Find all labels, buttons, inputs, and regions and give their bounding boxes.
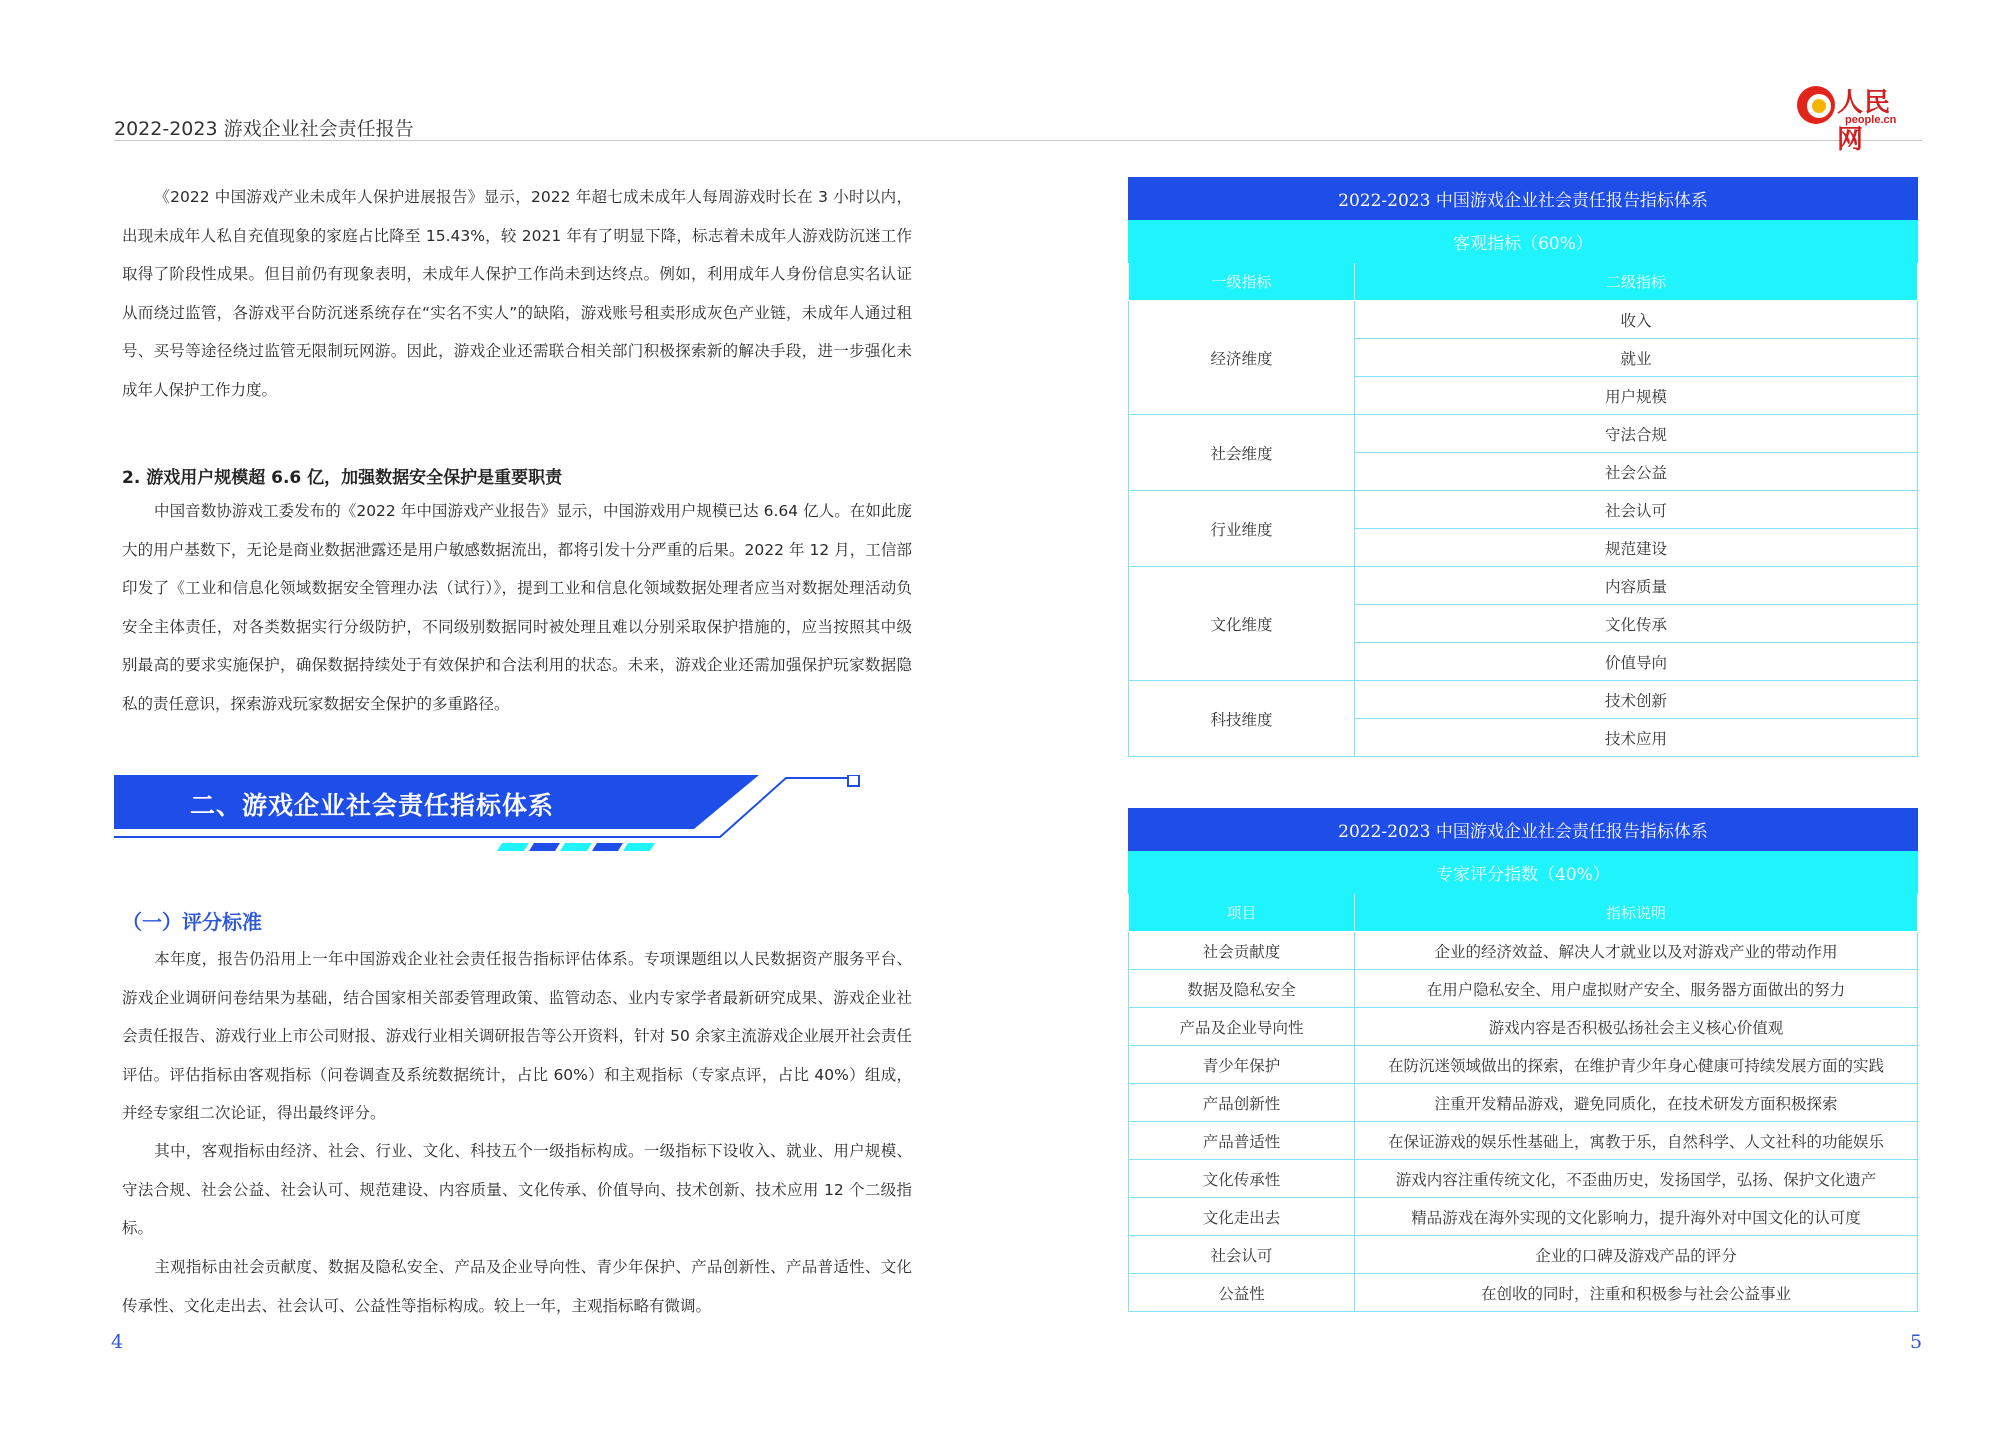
table-row-item: 文化传承性 [1129, 1160, 1355, 1198]
table-row-desc: 注重开发精品游戏，避免同质化，在技术研发方面积极探索 [1355, 1084, 1918, 1122]
paragraph-minor-protection [122, 178, 912, 409]
section-banner-title: 二、游戏企业社会责任指标体系 [190, 791, 555, 820]
paragraph-text: 本年度，报告仍沿用上一年中国游戏企业社会责任报告指标评估体系。专项课题组以人民数据资产服务平台、游戏企业调研问卷结果为基础，结合国家相关部委管理政策、监管动态、业内专家学者最新研究成果、游戏企业社会责任报告、游戏行业上市公司财报、游戏行业相关调研报告等公开资料，针对 50 余家主流游戏企业展开社会责任评估。评估指标由客观指标（问卷调查及系统数据统计，占比 60%）和主观指标（专家点评，占比 40%）组成，并经专家组二次论证，得出最终评分。 [122, 950, 912, 1122]
table-row-item: 社会认可 [1129, 1236, 1355, 1274]
level2-indicator: 社会公益 [1355, 453, 1918, 491]
table-row-desc: 游戏内容是否积极弘扬社会主义核心价值观 [1355, 1008, 1918, 1046]
level2-indicator: 文化传承 [1355, 605, 1918, 643]
level2-indicator: 技术应用 [1355, 719, 1918, 757]
subsection-title: （一）评分标准 [122, 910, 262, 934]
paragraph-text: 其中，客观指标由经济、社会、行业、文化、科技五个一级指标构成。一级指标下设收入、就业、用户规模、守法合规、社会公益、社会认可、规范建设、内容质量、文化传承、价值导向、技术创新、技术应用 12 个二级指标。 [122, 1142, 912, 1237]
level2-indicator: 社会认可 [1355, 491, 1918, 529]
level1-indicator: 文化维度 [1129, 567, 1355, 681]
table-row-desc: 企业的口碑及游戏产品的评分 [1355, 1236, 1918, 1274]
paragraph-scoring-standard [122, 940, 912, 1133]
paragraph-subjective-indicators [122, 1248, 912, 1325]
level2-indicator: 守法合规 [1355, 415, 1918, 453]
table-row-desc: 精品游戏在海外实现的文化影响力，提升海外对中国文化的认可度 [1355, 1198, 1918, 1236]
table-row-desc: 在创收的同时，注重和积极参与社会公益事业 [1355, 1274, 1918, 1312]
level2-indicator: 内容质量 [1355, 567, 1918, 605]
header-divider [114, 140, 1922, 141]
table-row-item: 社会贡献度 [1129, 932, 1355, 970]
paragraph-text: 中国音数协游戏工委发布的《2022 年中国游戏产业报告》显示，中国游戏用户规模已达 6.64 亿人。在如此庞大的用户基数下，无论是商业数据泄露还是用户敏感数据流出，都将引发十分严重的后果。2022 年 12 月，工信部印发了《工业和信息化领域数据安全管理办法（试行）》，提到工业和信息化领域数据处理者应当对数据处理活动负安全主体责任，对各类数据实行分级防护，不同级别数据同时被处理且难以分别采取保护措施的，应当按照其中级别最高的要求实施保护，确保数据持续处于有效保护和合法利用的状态。未来，游戏企业还需加强保护玩家数据隐私的责任意识，探索游戏玩家数据安全保护的多重路径。 [122, 502, 912, 713]
column-header: 一级指标 [1129, 263, 1355, 301]
level2-indicator: 技术创新 [1355, 681, 1918, 719]
table-row-item: 产品创新性 [1129, 1084, 1355, 1122]
table-row-item: 公益性 [1129, 1274, 1355, 1312]
level1-indicator: 社会维度 [1129, 415, 1355, 491]
table-row-item: 产品及企业导向性 [1129, 1008, 1355, 1046]
column-header: 项目 [1129, 894, 1355, 932]
table-subtitle: 客观指标（60%） [1129, 220, 1918, 263]
logo-mark-core [1812, 99, 1826, 113]
expert-score-table [1128, 808, 1918, 1312]
level2-indicator: 规范建设 [1355, 529, 1918, 567]
level1-indicator: 科技维度 [1129, 681, 1355, 757]
table-row-item: 青少年保护 [1129, 1046, 1355, 1084]
table-row-item: 数据及隐私安全 [1129, 970, 1355, 1008]
level2-indicator: 价值导向 [1355, 643, 1918, 681]
page-number-right: 5 [1910, 1331, 1923, 1353]
level2-indicator: 就业 [1355, 339, 1918, 377]
paragraph-text: 《2022 中国游戏产业未成年人保护进展报告》显示，2022 年超七成未成年人每周游戏时长在 3 小时以内，出现未成年人私自充值现象的家庭占比降至 15.43%，较 2021 年有了明显下降，标志着未成年人游戏防沉迷工作取得了阶段性成果。但目前仍有现象表明，未成年人保护工作尚未到达终点。例如，利用成年人身份信息实名认证从而绕过监管，各游戏平台防沉迷系统存在“实名不实人”的缺陷，游戏账号租卖形成灰色产业链，未成年人通过租号、买号等途径绕过监管无限制玩网游。因此，游戏企业还需联合相关部门积极探索新的解决手段，进一步强化未成年人保护工作力度。 [122, 188, 912, 399]
level2-indicator: 收入 [1355, 301, 1918, 339]
level1-indicator: 经济维度 [1129, 301, 1355, 415]
level2-indicator: 用户规模 [1355, 377, 1918, 415]
level1-indicator: 行业维度 [1129, 491, 1355, 567]
people-cn-logo [1797, 82, 1917, 155]
table-subtitle: 专家评分指数（40%） [1129, 851, 1918, 894]
paragraph-data-security [122, 492, 912, 723]
table-row-desc: 在保证游戏的娱乐性基础上，寓教于乐，自然科学、人文社科的功能娱乐 [1355, 1122, 1918, 1160]
column-header: 二级指标 [1355, 263, 1918, 301]
paragraph-text: 主观指标由社会贡献度、数据及隐私安全、产品及企业导向性、青少年保护、产品创新性、产品普适性、文化传承性、文化走出去、社会认可、公益性等指标构成。较上一年，主观指标略有微调。 [122, 1258, 912, 1315]
paragraph-objective-indicators [122, 1132, 912, 1248]
table-row-item: 产品普适性 [1129, 1122, 1355, 1160]
logo-domain-text: people.cn [1845, 114, 1897, 126]
report-header-title: 2022-2023 游戏企业社会责任报告 [114, 118, 414, 140]
table-title: 2022-2023 中国游戏企业社会责任报告指标体系 [1129, 178, 1918, 220]
table-row-desc: 在防沉迷领域做出的探索，在维护青少年身心健康可持续发展方面的实践 [1355, 1046, 1918, 1084]
table-title: 2022-2023 中国游戏企业社会责任报告指标体系 [1129, 809, 1918, 851]
table-row-desc: 游戏内容注重传统文化，不歪曲历史，发扬国学，弘扬、保护文化遗产 [1355, 1160, 1918, 1198]
table-row-desc: 企业的经济效益、解决人才就业以及对游戏产业的带动作用 [1355, 932, 1918, 970]
subheading-data-security: 2. 游戏用户规模超 6.6 亿，加强数据安全保护是重要职责 [122, 468, 563, 488]
table-row-desc: 在用户隐私安全、用户虚拟财产安全、服务器方面做出的努力 [1355, 970, 1918, 1008]
table-row-item: 文化走出去 [1129, 1198, 1355, 1236]
column-header: 指标说明 [1355, 894, 1918, 932]
objective-indicator-table [1128, 177, 1918, 757]
page-number-left: 4 [111, 1331, 124, 1353]
logo-brand-text: 人民网 [1837, 88, 1892, 155]
